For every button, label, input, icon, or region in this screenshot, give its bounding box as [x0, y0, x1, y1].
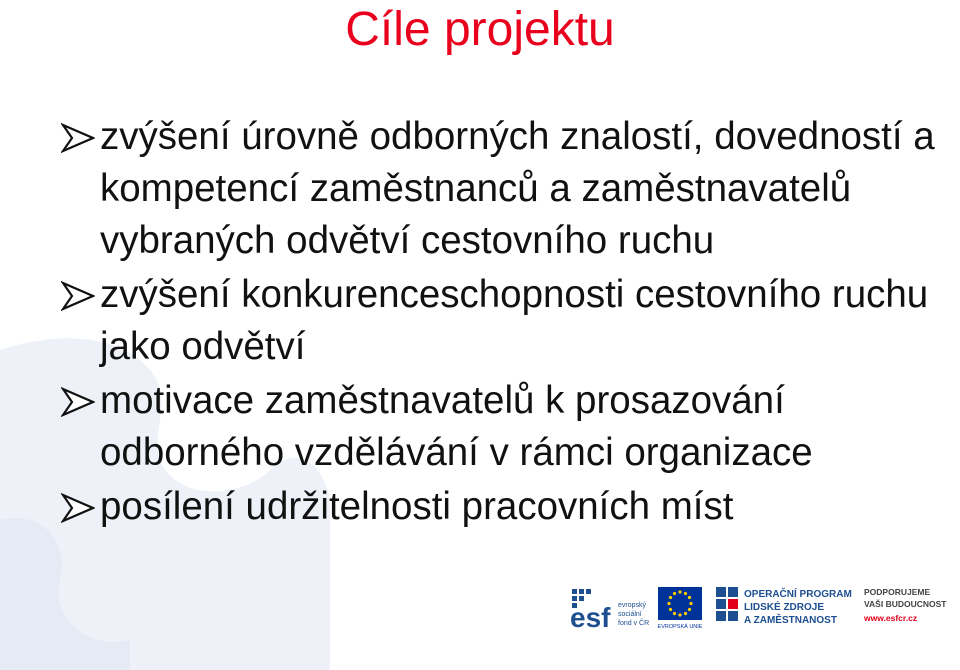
- op-line: OPERAČNÍ PROGRAM: [744, 589, 852, 600]
- esf-mark: esf: [570, 602, 611, 633]
- eu-caption: EVROPSKÁ UNIE: [657, 624, 703, 630]
- support-line: PODPORUJEME: [864, 587, 931, 597]
- support-url: www.esfcr.cz: [864, 613, 918, 623]
- bullet-list: [60, 111, 940, 533]
- op-puzzle-icon: [716, 587, 738, 621]
- arrow-bullet-icon: [61, 387, 95, 417]
- arrow-bullet-icon: [61, 123, 95, 153]
- support-slogan: [863, 587, 947, 623]
- bullet-item: [60, 481, 940, 533]
- eu-flag-logo: [658, 587, 703, 630]
- footer-logo-strip: [568, 583, 960, 670]
- op-line: A ZAMĚSTNANOST: [744, 615, 837, 626]
- esf-caption-line: evropský: [618, 602, 647, 609]
- bullet-item: [60, 111, 940, 267]
- arrow-bullet-icon: [61, 493, 95, 523]
- bullet-item: [60, 375, 940, 479]
- op-lzz-logo: [716, 587, 852, 626]
- op-line: LIDSKÉ ZDROJE: [744, 602, 825, 613]
- esf-logo: [570, 589, 649, 633]
- support-line: VAŠI BUDOUCNOST: [864, 599, 947, 609]
- bullet-text: zvýšení úrovně odborných znalostí, dovedností a kompetencí zaměstnanců a zaměstnavatelů vybraných odvětví cestovního ruchu: [100, 115, 935, 262]
- esf-caption-line: sociální: [618, 611, 642, 618]
- esf-caption-line: fond v ČR: [618, 620, 650, 627]
- bullet-text: motivace zaměstnavatelů k prosazování odborného vzdělávání v rámci organizace: [100, 379, 813, 474]
- slide-title: Cíle projektu: [345, 3, 615, 56]
- bullet-text: posílení udržitelnosti pracovních míst: [100, 485, 734, 528]
- bullet-item: [60, 269, 940, 373]
- bullet-text: zvýšení konkurenceschopnosti cestovního ruchu jako odvětví: [100, 273, 929, 368]
- arrow-bullet-icon: [61, 281, 95, 311]
